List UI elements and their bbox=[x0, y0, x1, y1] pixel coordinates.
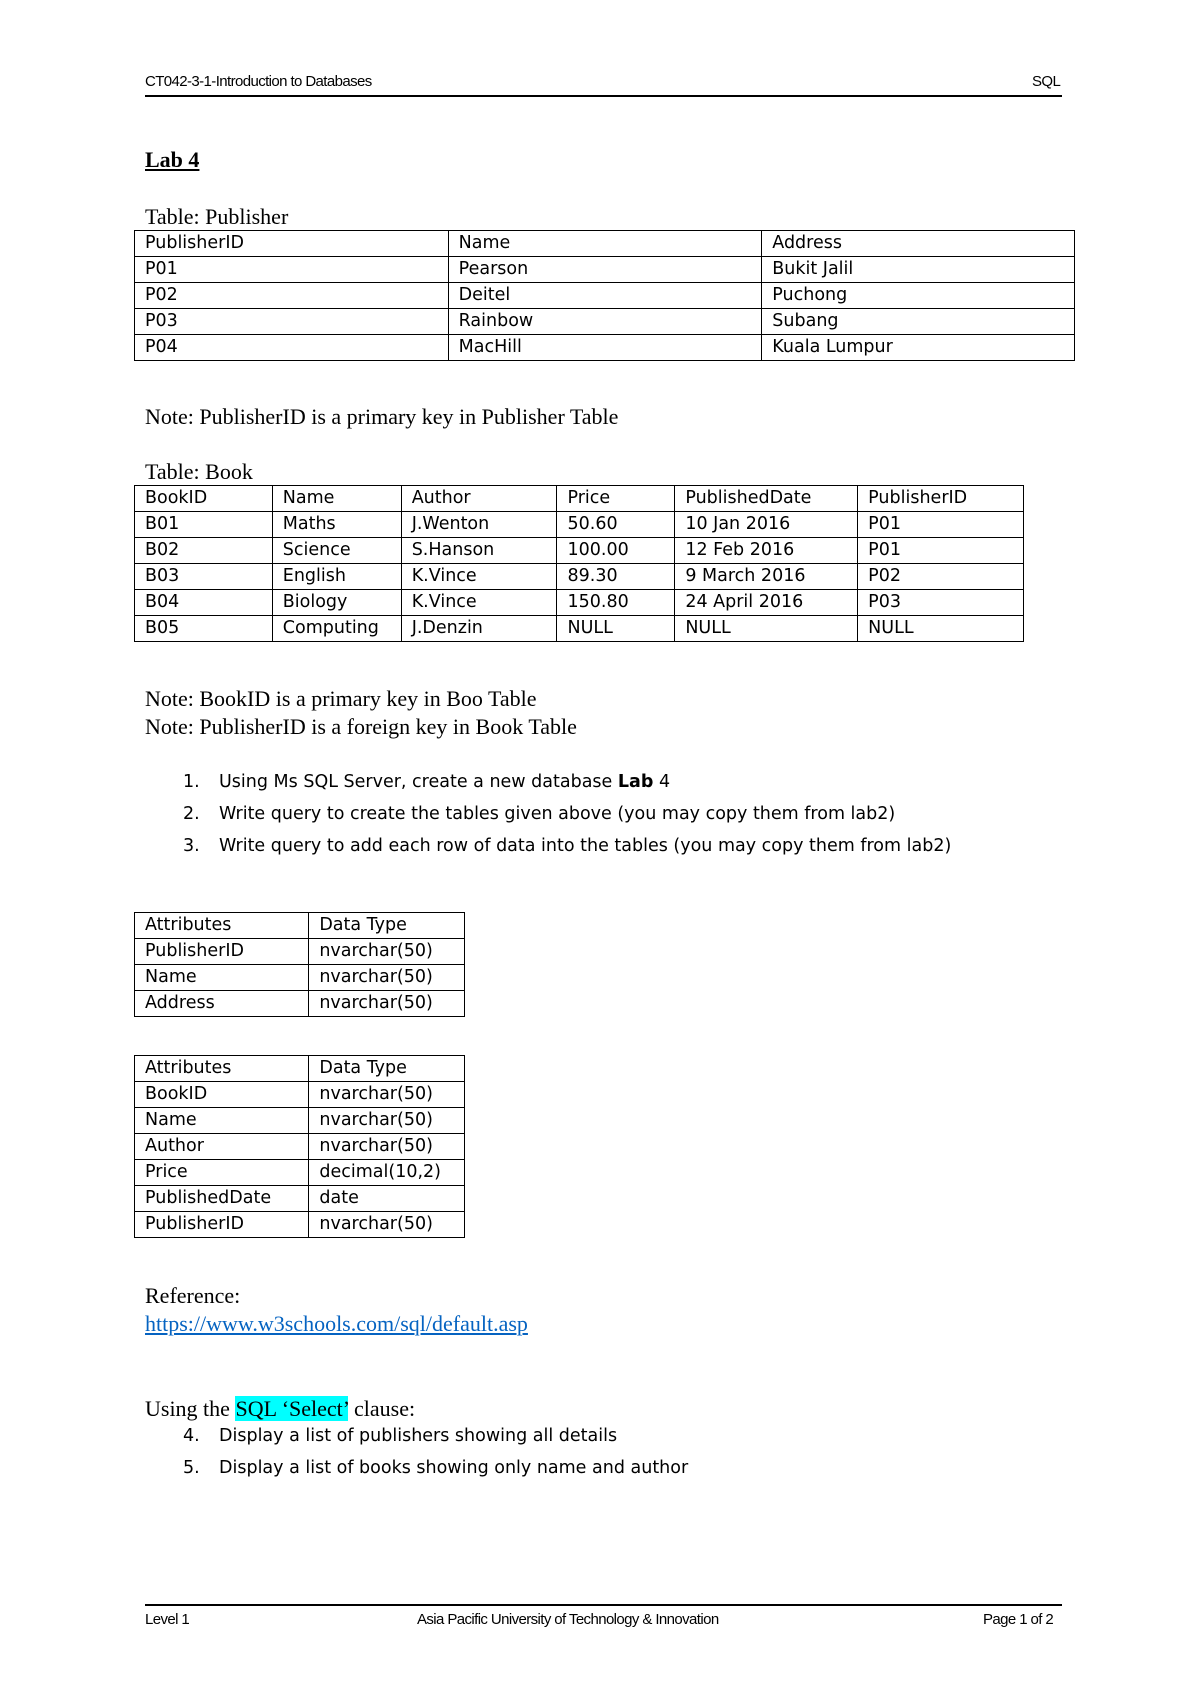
table-cell: 50.60 bbox=[557, 512, 675, 538]
table-cell: B01 bbox=[135, 512, 273, 538]
table-header-cell: PublisherID bbox=[135, 231, 449, 257]
table-cell: 100.00 bbox=[557, 538, 675, 564]
table-cell: NULL bbox=[557, 616, 675, 642]
table-cell: 10 Jan 2016 bbox=[675, 512, 858, 538]
table-header-cell: Data Type bbox=[309, 1056, 465, 1082]
table-cell: K.Vince bbox=[401, 564, 557, 590]
table-cell: PublishedDate bbox=[135, 1186, 309, 1212]
footer-divider bbox=[145, 1604, 1062, 1606]
table-header-row bbox=[135, 231, 1075, 257]
table-cell: Subang bbox=[762, 309, 1075, 335]
table-row bbox=[135, 1082, 465, 1108]
table-cell: 24 April 2016 bbox=[675, 590, 858, 616]
table-row bbox=[135, 564, 1024, 590]
task-list-select bbox=[145, 1420, 688, 1484]
table-cell: P03 bbox=[858, 590, 1024, 616]
table-cell: NULL bbox=[675, 616, 858, 642]
table-cell: nvarchar(50) bbox=[309, 965, 465, 991]
table-header-cell: PublishedDate bbox=[675, 486, 858, 512]
table-row bbox=[135, 1108, 465, 1134]
table-cell: PublisherID bbox=[135, 939, 309, 965]
table-row bbox=[135, 1134, 465, 1160]
publisher-datatype-table bbox=[134, 912, 465, 1017]
table-cell: Name bbox=[135, 965, 309, 991]
task-item: 2. Write query to create the tables given above (you may copy them from lab2) bbox=[183, 804, 896, 824]
table-row bbox=[135, 1212, 465, 1238]
book-table-caption: Table: Book bbox=[145, 459, 253, 484]
table-cell: B03 bbox=[135, 564, 273, 590]
table-header-cell: PublisherID bbox=[858, 486, 1024, 512]
table-cell: MacHill bbox=[448, 335, 762, 361]
table-header-row bbox=[135, 1056, 465, 1082]
table-header-cell: BookID bbox=[135, 486, 273, 512]
table-cell: B05 bbox=[135, 616, 273, 642]
table-cell: Science bbox=[272, 538, 401, 564]
table-cell: K.Vince bbox=[401, 590, 557, 616]
table-cell: nvarchar(50) bbox=[309, 1212, 465, 1238]
table-header-cell: Attributes bbox=[135, 1056, 309, 1082]
table-cell: nvarchar(50) bbox=[309, 1082, 465, 1108]
publisher-table-caption: Table: Publisher bbox=[145, 204, 289, 229]
table-cell: P01 bbox=[858, 512, 1024, 538]
table-cell: P02 bbox=[858, 564, 1024, 590]
table-row bbox=[135, 616, 1024, 642]
task-item: 3. Write query to add each row of data into the tables (you may copy them from lab2) bbox=[183, 836, 952, 856]
footer-university: Asia Pacific University of Technology & Innovation bbox=[417, 1611, 719, 1628]
table-header-row bbox=[135, 913, 465, 939]
table-header-row bbox=[135, 486, 1024, 512]
table-row bbox=[135, 512, 1024, 538]
table-cell: 12 Feb 2016 bbox=[675, 538, 858, 564]
highlighted-sql-select: SQL ‘Select’ bbox=[235, 1396, 349, 1421]
table-cell: P01 bbox=[858, 538, 1024, 564]
table-row bbox=[135, 283, 1075, 309]
table-row bbox=[135, 590, 1024, 616]
table-cell: P04 bbox=[135, 335, 449, 361]
table-cell: English bbox=[272, 564, 401, 590]
table-cell: Price bbox=[135, 1160, 309, 1186]
table-header-cell: Price bbox=[557, 486, 675, 512]
task-item: 1. Using Ms SQL Server, create a new database Lab 4 bbox=[183, 772, 671, 792]
table-cell: Kuala Lumpur bbox=[762, 335, 1075, 361]
table-cell: J.Denzin bbox=[401, 616, 557, 642]
lab-title: Lab 4 bbox=[145, 147, 200, 172]
table-cell: Biology bbox=[272, 590, 401, 616]
table-cell: Pearson bbox=[448, 257, 762, 283]
header-divider bbox=[145, 95, 1062, 97]
table-cell: NULL bbox=[858, 616, 1024, 642]
table-header-cell: Address bbox=[762, 231, 1075, 257]
table-cell: nvarchar(50) bbox=[309, 991, 465, 1017]
publisher-table bbox=[134, 230, 1075, 361]
table-cell: decimal(10,2) bbox=[309, 1160, 465, 1186]
note-book-foreign-key: Note: PublisherID is a foreign key in Book Table bbox=[145, 714, 577, 739]
table-row bbox=[135, 965, 465, 991]
table-row bbox=[135, 335, 1075, 361]
table-cell: B02 bbox=[135, 538, 273, 564]
table-cell: 89.30 bbox=[557, 564, 675, 590]
table-header-cell: Name bbox=[272, 486, 401, 512]
table-cell: Deitel bbox=[448, 283, 762, 309]
table-cell: P01 bbox=[135, 257, 449, 283]
table-cell: nvarchar(50) bbox=[309, 1108, 465, 1134]
table-header-cell: Name bbox=[448, 231, 762, 257]
table-row bbox=[135, 1160, 465, 1186]
header-topic: SQL bbox=[1032, 73, 1061, 90]
table-header-cell: Author bbox=[401, 486, 557, 512]
table-cell: P03 bbox=[135, 309, 449, 335]
table-cell: Rainbow bbox=[448, 309, 762, 335]
table-cell: Maths bbox=[272, 512, 401, 538]
task-item: 5. Display a list of books showing only name and author bbox=[183, 1458, 689, 1478]
table-row bbox=[135, 991, 465, 1017]
note-book-primary-key: Note: BookID is a primary key in Boo Table bbox=[145, 686, 537, 711]
table-cell: J.Wenton bbox=[401, 512, 557, 538]
book-table bbox=[134, 485, 1024, 642]
task-item: 4. Display a list of publishers showing all details bbox=[183, 1426, 618, 1446]
table-row bbox=[135, 309, 1075, 335]
reference-link[interactable]: https://www.w3schools.com/sql/default.asp bbox=[145, 1311, 528, 1336]
note-publisher-primary-key: Note: PublisherID is a primary key in Publisher Table bbox=[145, 404, 619, 429]
table-header-cell: Attributes bbox=[135, 913, 309, 939]
table-row bbox=[135, 538, 1024, 564]
table-cell: Address bbox=[135, 991, 309, 1017]
footer-page-number: Page 1 of 2 bbox=[983, 1611, 1054, 1628]
table-cell: PublisherID bbox=[135, 1212, 309, 1238]
table-cell: Puchong bbox=[762, 283, 1075, 309]
select-clause-intro: Using the SQL ‘Select’ clause: bbox=[145, 1396, 416, 1421]
book-datatype-table bbox=[134, 1055, 465, 1238]
table-row bbox=[135, 939, 465, 965]
table-row bbox=[135, 257, 1075, 283]
header-course-title: CT042-3-1-Introduction to Databases bbox=[145, 73, 372, 90]
table-cell: 9 March 2016 bbox=[675, 564, 858, 590]
reference-label: Reference: bbox=[145, 1283, 241, 1308]
table-cell: date bbox=[309, 1186, 465, 1212]
table-cell: 150.80 bbox=[557, 590, 675, 616]
table-row bbox=[135, 1186, 465, 1212]
table-cell: nvarchar(50) bbox=[309, 939, 465, 965]
table-cell: BookID bbox=[135, 1082, 309, 1108]
table-cell: S.Hanson bbox=[401, 538, 557, 564]
table-cell: Author bbox=[135, 1134, 309, 1160]
table-cell: Bukit Jalil bbox=[762, 257, 1075, 283]
footer-level: Level 1 bbox=[145, 1611, 190, 1628]
table-header-cell: Data Type bbox=[309, 913, 465, 939]
table-cell: B04 bbox=[135, 590, 273, 616]
task-list-setup bbox=[145, 766, 951, 862]
table-cell: Computing bbox=[272, 616, 401, 642]
table-cell: Name bbox=[135, 1108, 309, 1134]
table-cell: nvarchar(50) bbox=[309, 1134, 465, 1160]
table-cell: P02 bbox=[135, 283, 449, 309]
